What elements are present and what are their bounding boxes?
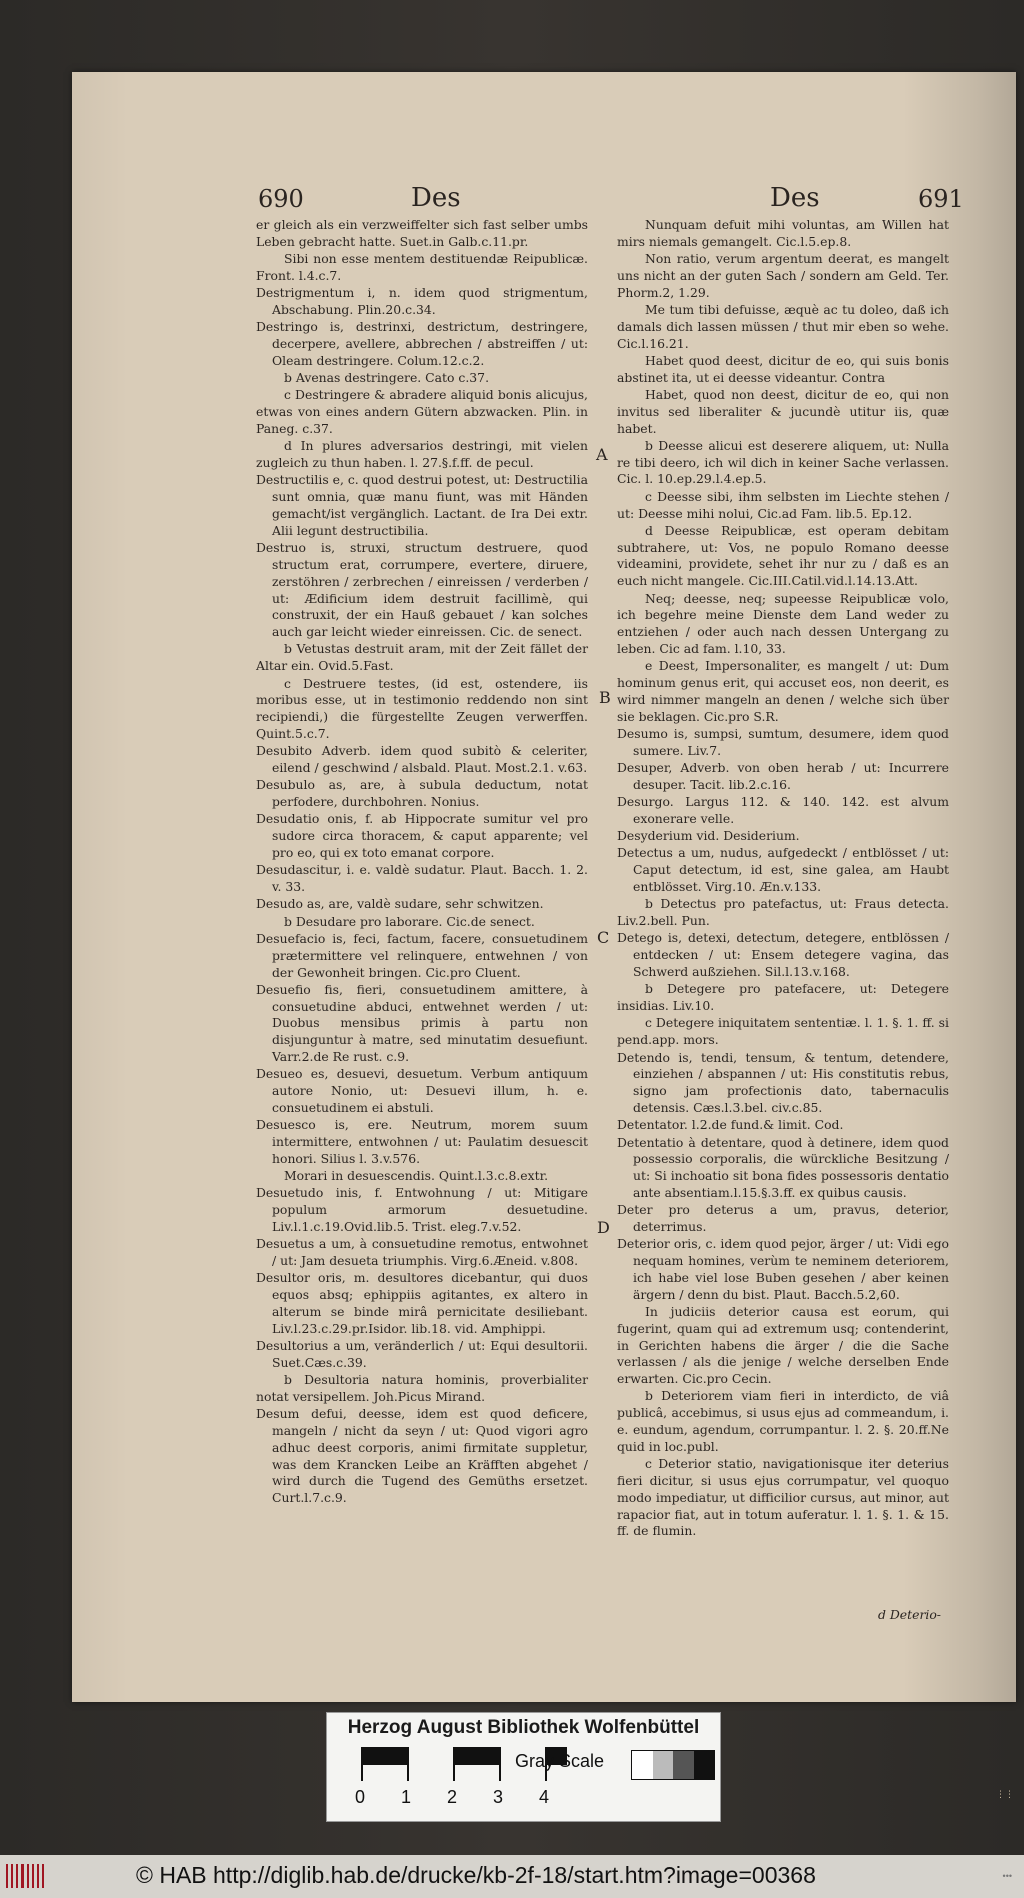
dictionary-entry: Desurgo. Largus 112. & 140. 142. est alvum exonerare velle. (617, 794, 949, 826)
left-column (256, 217, 588, 1508)
dictionary-entry: Desuefio fis, fieri, consuetudinem amittere, à consuetudine abduci, entwehnet werden / ut: Duobus mensibus primis à partu non disjunguntur à matre, sed minutatim desuefiunt. Varr.2.de Re rust. c.9. (256, 981, 588, 1065)
dictionary-entry: Desuefacio is, feci, factum, facere, consuetudinem prætermittere vel relinquere, entwehnen / von der Gewonheit bringen. Cic.pro Cluent. (256, 930, 588, 980)
page-edge-marks: ⋮⋮ (996, 1790, 1014, 1800)
dictionary-entry: b Desudare pro laborare. Cic.de senect. (284, 913, 535, 929)
dictionary-entry: Desuetudo inis, f. Entwohnung / ut: Mitigare populum armorum desuetudine. Liv.l.1.c.19.Ovid.lib.5. Trist. eleg.7.v.52. (256, 1185, 588, 1235)
dictionary-entry: Destrigmentum i, n. idem quod strigmentum, Abschabung. Plin.20.c.34. (256, 285, 588, 317)
gray-swatch (632, 1751, 653, 1779)
dictionary-entry: Morari in desuescendis. Quint.l.3.c.8.extr. (284, 1168, 549, 1184)
dictionary-entry: d Deesse Reipublicæ, est operam debitam subtrahere, ut: Vos, ne populo Romano deesse videamini, providete, sehet ihr nur zu / daß es an euch nicht mangele. Cic.III.Catil.vid.l.14.13.Att. (617, 522, 949, 589)
gray-swatches (631, 1750, 715, 1780)
running-head-right: Des (770, 183, 820, 213)
dictionary-entry: b Vetustas destruit aram, mit der Zeit fället der Altar ein. Ovid.5.Fast. (256, 641, 588, 674)
scale-number: 4 (539, 1787, 550, 1807)
page-number-right: 691 (918, 185, 964, 213)
dictionary-entry: Detego is, detexi, detectum, detegere, entblössen / entdecken / ut: Ensem detegere vagina, das Schwerd außziehen. Sil.l.13.v.168. (617, 930, 949, 980)
dictionary-entry: Me tum tibi defuisse, æquè ac tu doleo, daß ich damals dich lassen müssen / thut mir eben so wehe. Cic.l.16.21. (617, 301, 949, 351)
scale-number: 2 (447, 1787, 458, 1807)
right-column (617, 217, 949, 1541)
catchword: d Deterio- (878, 1607, 941, 1622)
dictionary-entry: Habet, quod non deest, dicitur de eo, qui non invitus sed liberaliter & jucundè utitur iis, quæ habet. (617, 386, 949, 436)
dictionary-entry: Desudascitur, i. e. valdè sudatur. Plaut. Bacch. 1. 2. v. 33. (256, 862, 588, 895)
scale-number: 0 (355, 1787, 366, 1807)
footer-bar (0, 1855, 1024, 1898)
dictionary-entry: Desudo as, are, valdè sudare, sehr schwitzen. (256, 896, 544, 912)
dictionary-entry: b Detegere pro patefacere, ut: Detegere insidias. Liv.10. (617, 981, 949, 1014)
scale-number: 1 (401, 1787, 412, 1807)
dictionary-entry: Nunquam defuit mihi voluntas, am Willen hat mirs niemals gemangelt. Cic.l.5.ep.8. (617, 217, 949, 249)
dictionary-entry: Detendo is, tendi, tensum, & tentum, detendere, einziehen / abspannen / ut: His constitutis rebus, signo jam profectionis dato, tabernaculis detensis. Cæs.l.3.bel. civ.c.85. (617, 1049, 949, 1115)
ruler-segment (361, 1747, 407, 1765)
dictionary-entry: Destruo is, struxi, structum destruere, quod structum erat, corrumpere, evertere, diruere, zerstöhren / zerbrechen / einreissen / verderben / ut: Ædificium idem destruit facillimè, qui construxit, der ein Hauß gebauet / kan solches auch gar leicht wieder einreissen. Cic. de senect. (256, 540, 588, 640)
dictionary-entry: Deter pro deterus a um, pravus, deterior, deterrimus. (617, 1202, 949, 1235)
dictionary-entry: Desuetus a um, à consuetudine remotus, entwohnet / ut: Jam desueta triumphis. Virg.6.Æneid. v.808. (256, 1236, 588, 1269)
dictionary-entry: Deterior oris, c. idem quod pejor, ärger / ut: Vidi ego nequam homines, verùm te neminem deteriorem, ich habe viel lose Buben gesehen / aber keinen ärgern / denn du bist. Plaut. Bacch.5.2,60. (617, 1236, 949, 1302)
dictionary-entry: b Avenas destringere. Cato c.37. (284, 370, 490, 386)
gray-swatch (694, 1751, 715, 1779)
copyright-url: © HAB http://diglib.hab.de/drucke/kb-2f-18/start.htm?image=00368 (136, 1862, 816, 1888)
ruler-segment (453, 1747, 499, 1765)
dictionary-entry: c Detegere iniquitatem sententiæ. l. 1. §. 1. ff. si pend.app. mors. (617, 1015, 949, 1048)
section-letter-b: B (599, 688, 611, 707)
page-number-left: 690 (258, 185, 304, 213)
dictionary-entry: d In plures adversarios destringi, mit vielen zugleich zu thun haben. l. 27.§.f.ff. de pecul. (256, 438, 588, 471)
dictionary-entry: Desuper, Adverb. von oben herab / ut: Incurrere desuper. Tacit. lib.2.c.16. (617, 760, 949, 792)
ruler-tick (361, 1747, 363, 1781)
section-letter-c: C (597, 928, 610, 947)
section-letter-a: A (596, 445, 608, 464)
dictionary-entry: Destringo is, destrinxi, destrictum, destringere, decerpere, avellere, abbrechen / abstreiffen / ut: Oleam destringere. Colum.12.c.2. (256, 319, 588, 368)
dictionary-entry: Desumo is, sumpsi, sumtum, desumere, idem quod sumere. Liv.7. (617, 725, 949, 758)
dictionary-entry: Desultorius a um, veränderlich / ut: Equi desultorii. Suet.Cæs.c.39. (256, 1338, 588, 1370)
footer-marks: ••• (1002, 1871, 1012, 1881)
gray-scale-label: Gray Scale (515, 1751, 605, 1771)
dictionary-entry: Desubulo as, are, à subula deductum, notat perfodere, durchbohren. Nonius. (256, 777, 588, 810)
dictionary-entry: Desum defui, deesse, idem est quod deficere, mangeln / nicht da seyn / ut: Quod vigori agro adhuc deest corporis, animi firmitate suppletur, was dem Krancken Leibe an Kräfften abgehet / wird durch die Tugend des Gemüths ersetzet. Curt.l.7.c.9. (256, 1406, 588, 1506)
dictionary-entry: Desuesco is, ere. Neutrum, morem suum intermittere, entwohnen / ut: Paulatim desuescit honori. Silius l. 3.v.576. (256, 1117, 588, 1166)
dictionary-entry: Detentator. l.2.de fund.& limit. Cod. (617, 1117, 844, 1133)
dictionary-entry: c Destringere & abradere aliquid bonis alicujus, etwas von eines andern Gütern abzwacken. Plin. in Paneg. c.37. (256, 387, 588, 437)
color-calibration-bar (326, 1712, 721, 1822)
ruler-tick (499, 1747, 501, 1781)
scale-number: 3 (493, 1787, 504, 1807)
dictionary-entry: Desyderium vid. Desiderium. (617, 828, 800, 844)
gray-swatch (653, 1751, 674, 1779)
dictionary-entry: Desubito Adverb. idem quod subitò & celeriter, eilend / geschwind / alsbald. Plaut. Most.2.1. v.63. (256, 743, 588, 775)
library-name: Herzog August Bibliothek Wolfenbüttel (347, 1717, 700, 1738)
dictionary-entry: Neq; deesse, neq; supeesse Reipublicæ volo, ich begehre meine Dienste dem Land weder zu entziehen / oder auch nach dessen Untergang zu leben. Cic ad fam. l.10, 33. (617, 590, 949, 656)
dictionary-entry: Sibi non esse mentem destituendæ Reipublicæ. Front. l.4.c.7. (256, 251, 588, 283)
dictionary-entry: b Deteriorem viam fieri in interdicto, de viâ publicâ, accebimus, si usus ejus ad commeandum, i. e. eundum, agendum, corrumpantur. l. 2. §. 20.ff.Ne quid in loc.publ. (617, 1388, 949, 1454)
dictionary-entry: Habet quod deest, dicitur de eo, qui suis bonis abstinet ita, ut ei deesse videantur. Contra (617, 352, 949, 385)
ruler-tick (407, 1747, 409, 1781)
dictionary-entry: er gleich als ein verzweiffelter sich fast selber umbs Leben gebracht hatte. Suet.in Galb.c.11.pr. (256, 217, 588, 249)
dictionary-entry: c Destruere testes, (id est, ostendere, iis moribus esse, ut in testimonio reddendo non sint recipiendi,) die fürgestellte Zeugen verwerffen. Quint.5.c.7. (256, 675, 588, 741)
dictionary-entry: b Deesse alicui est deserere aliquem, ut: Nulla re tibi deero, ich wil dich in keiner Sache verlassen. Cic. l. 10.ep.29.l.4.ep.5. (617, 437, 949, 487)
dictionary-entry: b Desultoria natura hominis, proverbialiter notat versipellem. Joh.Picus Mirand. (256, 1372, 588, 1404)
running-head-left: Des (411, 183, 461, 213)
dictionary-entry: Desultor oris, m. desultores dicebantur, qui duos equos absq; ephippiis agitantes, ex altero in alterum se binde mirâ pernicitate desiliebant. Liv.l.23.c.29.pr.Isidor. lib.18. vid. Amphippi. (256, 1270, 588, 1336)
dictionary-entry: Non ratio, verum argentum deerat, es mangelt uns nicht an der guten Sach / sondern am Geld. Ter. Phorm.2, 1.29. (617, 251, 949, 300)
ruler-tick (453, 1747, 455, 1781)
dictionary-entry: e Deest, Impersonaliter, es mangelt / ut: Dum hominum genus erit, qui accuset eos, non deerit, es wird nimmer mangeln an denen / welche sich über sie beklagen. Cic.pro S.R. (617, 658, 949, 724)
section-letter-d: D (597, 1218, 610, 1237)
gray-swatch (673, 1751, 694, 1779)
dictionary-entry: Desudatio onis, f. ab Hippocrate sumitur vel pro sudore circa thoracem, & caput apparente; vel pro eo, qui ex toto emanat corpore. (256, 811, 588, 860)
dictionary-entry: b Detectus pro patefactus, ut: Fraus detecta. Liv.2.bell. Pun. (617, 896, 949, 929)
dictionary-entry: Detentatio à detentare, quod à detinere, idem quod possessio corporalis, die würckliche Besitzung / ut: Si inchoatio sit bona fides possessoris dentatio ante absentiam.l.15.§.3.ff. ex quibus causis. (617, 1134, 949, 1200)
dictionary-entry: Detectus a um, nudus, aufgedeckt / entblösset / ut: Caput detectum, id est, sine galea, am Haubt entblösset. Virg.10. Æn.v.133. (617, 845, 949, 895)
dictionary-entry: Destructilis e, c. quod destrui potest, ut: Destructilia sunt omnia, quæ manu fiunt, was mit Händen gemacht/ist vergänglich. Lactant. de Ira Dei extr. Alii legunt destructibilia. (256, 472, 588, 538)
hab-logo-icon (6, 1864, 44, 1888)
dictionary-entry: In judiciis deterior causa est eorum, qui fugerint, quam qui ad extremum usq; contenderint, in Gerichten habens die ärger / die die Sache verlassen / als die jenige / welche derselben Ende erwarten. Cic.pro Cecin. (617, 1304, 949, 1387)
dictionary-entry: c Deterior statio, navigationisque iter deterius fieri dicitur, si usus ejus corrumpatur, vel quoquo modo impediatur, ut difficilior cursus, aut minor, aut rapacior fiat, aut in totum auferatur. l. 1. §. 1. & 15. ff. de flumin. (617, 1456, 949, 1539)
dictionary-entry: Desueo es, desuevi, desuetum. Verbum antiquum autore Nonio, ut: Desuevi illum, h. e. consuetudinem ei abstuli. (256, 1066, 588, 1115)
dictionary-entry: c Deesse sibi, ihm selbsten im Liechte stehen / ut: Deesse mihi nolui, Cic.ad Fam. lib.5. Ep.12. (617, 488, 949, 521)
